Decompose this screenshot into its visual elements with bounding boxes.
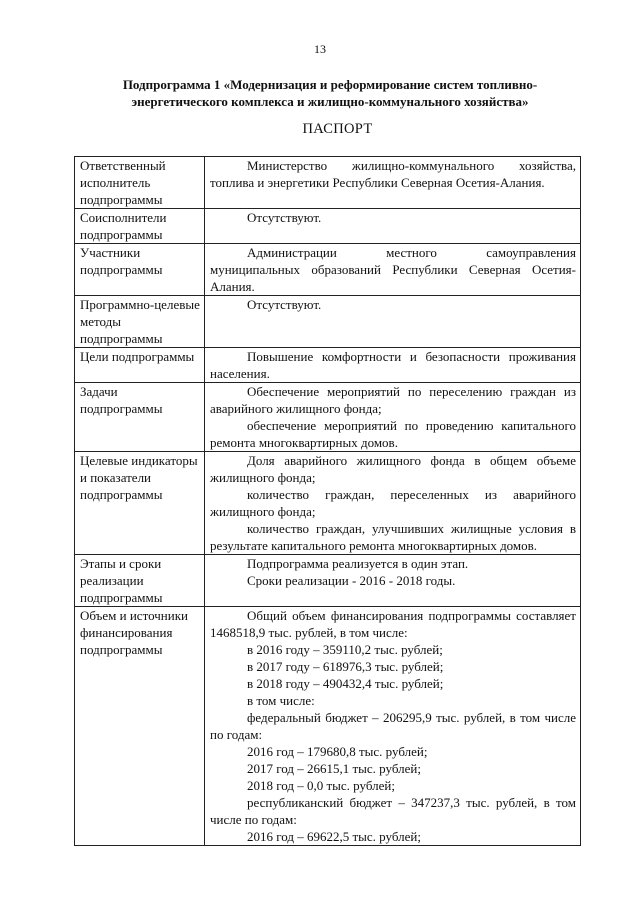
value-paragraph: количество граждан, улучшивших жилищные условия в результате капитального ремонта многоквартирных домов. <box>210 521 576 553</box>
value-paragraph: количество граждан, переселенных из аварийного жилищного фонда; <box>210 487 576 519</box>
value-paragraph: 2017 год – 26615,1 тыс. рублей; <box>247 761 421 776</box>
passport-row <box>75 607 581 846</box>
passport-row <box>75 555 581 607</box>
value-paragraph: Общий объем финансирования подпрограммы составляет 1468518,9 тыс. рублей, в том числе: <box>210 608 576 640</box>
passport-row <box>75 348 581 383</box>
row-label: Цели подпрограммы <box>75 348 205 383</box>
value-paragraph: Обеспечение мероприятий по переселению граждан из аварийного жилищного фонда; <box>210 384 576 416</box>
row-label: Участники подпрограммы <box>75 244 205 296</box>
value-paragraph: Министерство жилищно-коммунального хозяйства, топлива и энергетики Республики Северная Осетия-Алания. <box>210 158 576 190</box>
value-paragraph: обеспечение мероприятий по проведению капитального ремонта многоквартирных домов. <box>210 418 576 450</box>
value-paragraph: Отсутствуют. <box>247 297 322 312</box>
value-paragraph: в 2016 году – 359110,2 тыс. рублей; <box>247 642 443 657</box>
passport-table <box>74 156 581 846</box>
value-paragraph: Сроки реализации - 2016 - 2018 годы. <box>247 573 456 588</box>
row-value <box>205 157 581 209</box>
row-value <box>205 383 581 452</box>
row-value <box>205 607 581 846</box>
value-paragraph: Повышение комфортности и безопасности проживания населения. <box>210 349 576 381</box>
row-value <box>205 244 581 296</box>
value-paragraph: Доля аварийного жилищного фонда в общем объеме жилищного фонда; <box>210 453 576 485</box>
passport-row <box>75 209 581 244</box>
passport-table-body <box>75 157 581 846</box>
value-paragraph: 2016 год – 179680,8 тыс. рублей; <box>247 744 428 759</box>
passport-row <box>75 296 581 348</box>
row-label: Ответственный исполнитель подпрограммы <box>75 157 205 209</box>
row-label: Целевые индикаторы и показатели подпрограммы <box>75 452 205 555</box>
value-paragraph: в 2018 году – 490432,4 тыс. рублей; <box>247 676 444 691</box>
row-value <box>205 209 581 244</box>
value-paragraph: республиканский бюджет – 347237,3 тыс. рублей, в том числе по годам: <box>210 795 576 827</box>
value-paragraph: Подпрограмма реализуется в один этап. <box>247 556 469 571</box>
row-label: Этапы и сроки реализации подпрограммы <box>75 555 205 607</box>
value-paragraph: в том числе: <box>247 693 315 708</box>
row-label: Соисполнители подпрограммы <box>75 209 205 244</box>
document-title <box>60 76 600 110</box>
value-paragraph: федеральный бюджет – 206295,9 тыс. рублей, в том числе по годам: <box>210 710 576 742</box>
row-label: Задачи подпрограммы <box>75 383 205 452</box>
row-value <box>205 296 581 348</box>
value-paragraph: 2016 год – 69622,5 тыс. рублей; <box>247 829 421 844</box>
page-number: 13 <box>314 42 326 56</box>
row-value <box>205 348 581 383</box>
passport-row <box>75 383 581 452</box>
passport-row <box>75 157 581 209</box>
passport-row <box>75 244 581 296</box>
title-line-2: энергетического комплекса и жилищно-коммунального хозяйства» <box>131 94 529 109</box>
title-line-1: Подпрограмма 1 «Модернизация и реформирование систем топливно- <box>122 77 538 92</box>
value-paragraph: Администрации местного самоуправления муниципальных образований Республики Северная Осетия-Алания. <box>210 245 576 294</box>
passport-row <box>75 452 581 555</box>
value-paragraph: Отсутствуют. <box>247 210 322 225</box>
row-label: Объем и источники финансирования подпрограммы <box>75 607 205 846</box>
value-paragraph: 2018 год – 0,0 тыс. рублей; <box>247 778 395 793</box>
row-label: Программно-целевые методы подпрограммы <box>75 296 205 348</box>
document-subtitle: ПАСПОРТ <box>302 121 373 137</box>
row-value <box>205 555 581 607</box>
row-value <box>205 452 581 555</box>
value-paragraph: в 2017 году – 618976,3 тыс. рублей; <box>247 659 444 674</box>
